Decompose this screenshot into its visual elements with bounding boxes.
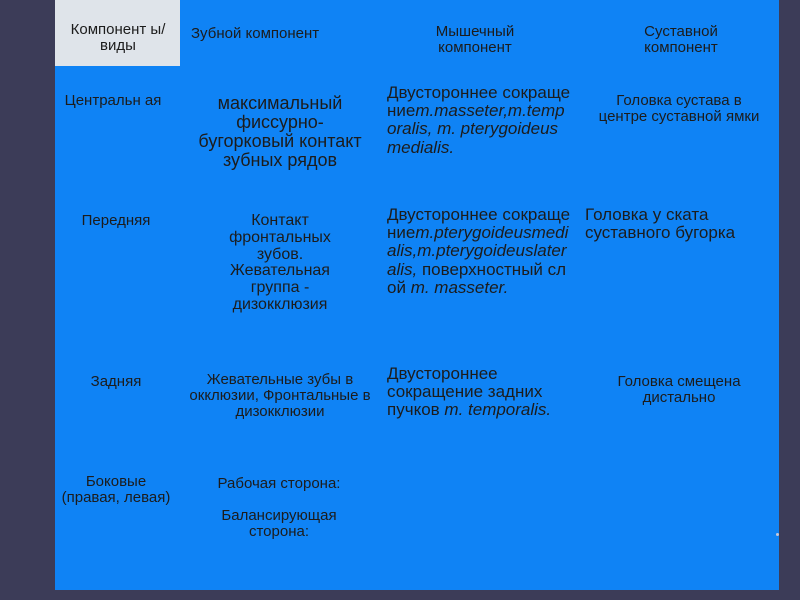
header-muscle: Мышечный компонент (435, 23, 515, 56)
slide-area (55, 0, 779, 590)
row-muscle-anterior: Двустороннее сокращениеm.pterygoideusmedialis,m.pterygoideuslateralis, поверхностный слой m. masseter. (387, 205, 571, 297)
row-type-central: Центральн ая (64, 92, 162, 109)
row-dental-central: максимальный фиссурно-бугорковый контакт зубных рядов (198, 93, 362, 170)
header-dental: Зубной компонент (191, 25, 320, 42)
row-type-lateral: Боковые (правая, левая) (61, 473, 171, 506)
row-joint-posterior: Головка смещена дистально (617, 373, 741, 406)
row-dental-working: Рабочая сторона: (217, 475, 341, 492)
row-joint-central: Головка сустава в центре суставной ямки (598, 92, 760, 125)
row-dental-balancing: Балансирующая сторона: (221, 507, 337, 540)
decorative-dot (776, 533, 779, 536)
row-type-posterior: Задняя (90, 373, 142, 390)
row-muscle-posterior: Двустороннее сокращение задних пучков m. temporalis. (387, 364, 552, 420)
row-muscle-central: Двустороннее сокращениеm.masseter,m.temporalis, m. pterygoideus medialis. (387, 83, 571, 157)
row-type-anterior: Передняя (81, 212, 151, 229)
row-dental-anterior: Контакт фронтальных зубов. Жевательная группа - дизокклюзия (229, 212, 331, 313)
row-dental-posterior: Жевательные зубы в окклюзии, Фронтальные в дизокклюзии (189, 371, 371, 420)
header-joint: Суставной компонент (644, 23, 718, 56)
row-joint-anterior: Головка у ската суставного бугорка (585, 205, 736, 242)
header-components: Компонент ы/виды (70, 21, 166, 54)
